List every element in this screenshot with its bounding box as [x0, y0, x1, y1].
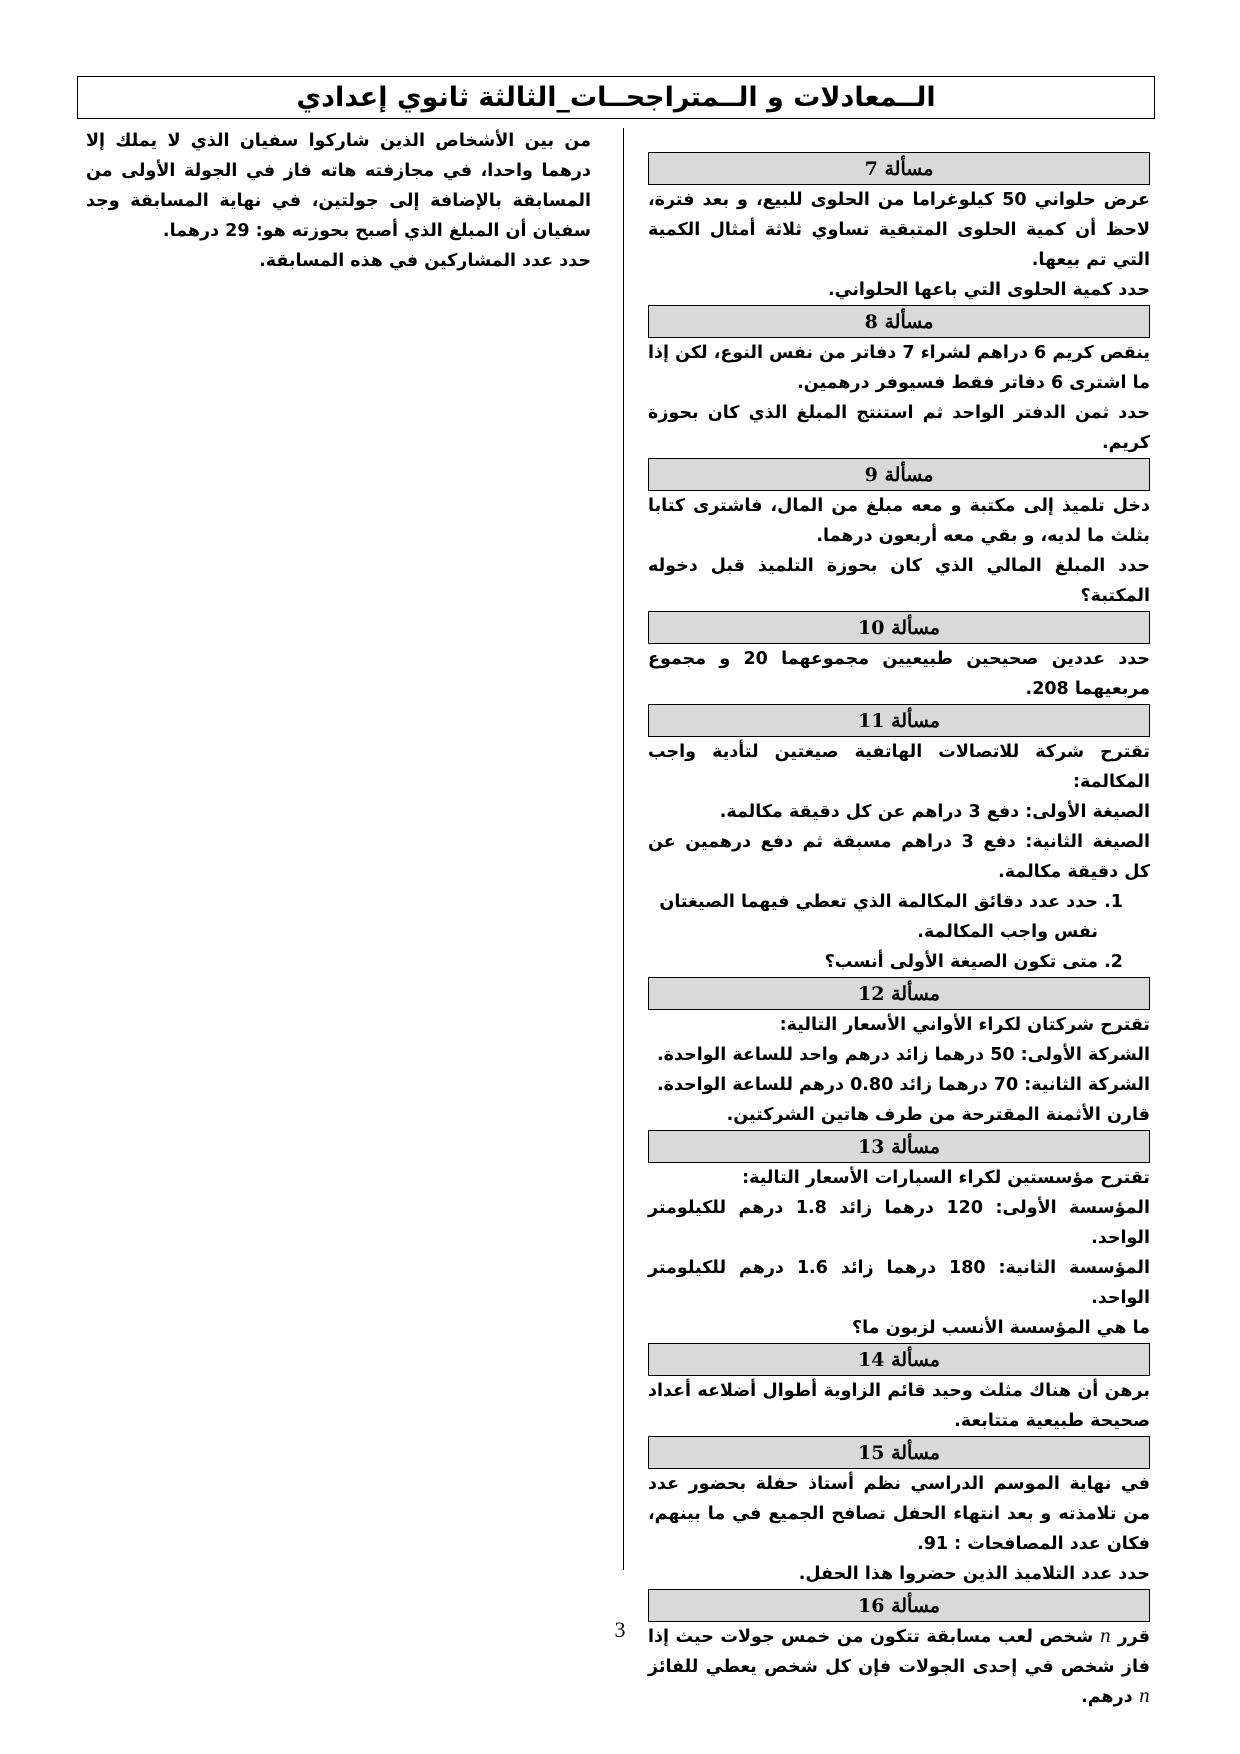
problem-text: عرض حلواني 50 كيلوغراما من الحلوى للبيع، و بعد فترة، لاحظ أن كمية الحلوى المتبقية تساوي ثلاثة أمثال الكمية التي تم بيعها. [648, 190, 1150, 270]
problem16-part3: درهم. [1081, 1687, 1133, 1707]
title-text: الــمعادلات و الــمتراجحــات_الثالثة ثانوي إعدادي [296, 82, 936, 113]
problem-12 [648, 977, 1150, 1130]
problem16-part1: قرر [1117, 1627, 1151, 1647]
question-list [648, 887, 1150, 977]
problem-11 [648, 704, 1150, 977]
column-divider [623, 128, 624, 1570]
problem-header: مسألة 12 [648, 977, 1150, 1010]
problem16-part2: شخص لعب مسابقة تتكون من خمس جولات حيث إذا فاز شخص في إحدى الجولات فإن كل شخص يعطي للفائز [648, 1627, 1150, 1677]
problem-15 [648, 1436, 1150, 1589]
problem-option-2: الصيغة الثانية: دفع 3 دراهم مسبقة ثم دفع درهمين عن كل دقيقة مكالمة. [648, 832, 1150, 882]
question-item: 2. متى تكون الصيغة الأولى أنسب؟ [648, 947, 1098, 977]
variable-n: n [1099, 1627, 1112, 1647]
left-problem-question: حدد عدد المشاركين في هذه المسابقة. [259, 251, 591, 271]
problem-header: مسألة 7 [648, 152, 1150, 185]
left-column [86, 126, 591, 276]
problem-question: حدد عدد التلاميذ الذين حضروا هذا الحفل. [798, 1564, 1150, 1584]
problem-option-2: الشركة الثانية: 70 درهما زائد 0.80 درهم للساعة الواحدة. [656, 1075, 1150, 1095]
problem-question: قارن الأثمنة المقترحة من طرف هاتين الشركتين. [726, 1105, 1150, 1125]
problem-option-1: المؤسسة الأولى: 120 درهما زائد 1.8 درهم للكيلومتر الواحد. [648, 1198, 1150, 1248]
problem-16 [648, 1589, 1150, 1712]
problem-header: مسألة 16 [648, 1589, 1150, 1622]
page-title [77, 76, 1155, 119]
problem-text: دخل تلميذ إلى مكتبة و معه مبلغ من المال، فاشترى كتابا بثلث ما لديه، و بقي معه أربعون درهما. [648, 496, 1150, 546]
problem-text: تقترح شركتان لكراء الأواني الأسعار التالية: [779, 1015, 1150, 1035]
problem-8 [648, 305, 1150, 458]
problem-10 [648, 611, 1150, 704]
question-item: 1. حدد عدد دقائق المكالمة الذي تعطي فيهما الصيغتان نفس واجب المكالمة. [648, 887, 1098, 947]
problem-14 [648, 1343, 1150, 1436]
problem-text: ينقص كريم 6 دراهم لشراء 7 دفاتر من نفس النوع، لكن إذا ما اشترى 6 دفاتر فقط فسيوفر درهمين. [648, 343, 1150, 393]
problem-question: ما هي المؤسسة الأنسب لزبون ما؟ [851, 1318, 1150, 1338]
problem-7 [648, 152, 1150, 305]
problem-text: تقترح مؤسستين لكراء السيارات الأسعار التالية: [742, 1168, 1150, 1188]
problem-text: تقترح شركة للاتصالات الهاتفية صيغتين لتأدية واجب المكالمة: [648, 742, 1150, 792]
variable-n: n [1138, 1687, 1150, 1707]
problem-option-1: الصيغة الأولى: دفع 3 دراهم عن كل دقيقة مكالمة. [719, 802, 1150, 822]
problem-header: مسألة 9 [648, 458, 1150, 491]
problem-question: حدد المبلغ المالي الذي كان بحوزة التلميذ قبل دخوله المكتبة؟ [648, 556, 1150, 606]
problem-13 [648, 1130, 1150, 1343]
problem-question: حدد كمية الحلوى التي باعها الحلواني. [827, 280, 1150, 300]
problem-header: مسألة 8 [648, 305, 1150, 338]
problem-header: مسألة 10 [648, 611, 1150, 644]
problem-header: مسألة 14 [648, 1343, 1150, 1376]
right-column [648, 152, 1150, 1712]
problem-9 [648, 458, 1150, 611]
page-number: 3 [614, 1617, 626, 1642]
problem-option-2: المؤسسة الثانية: 180 درهما زائد 1.6 درهم للكيلومتر الواحد. [648, 1258, 1150, 1308]
problem-text: حدد عددين صحيحين طبيعيين مجموعهما 20 و مجموع مربعيهما 208. [648, 649, 1151, 699]
left-problem-text: من بين الأشخاص الذين شاركوا سفيان الذي لا يملك إلا درهما واحدا، في مجازفته هاته فاز في الجولة الأولى من المسابقة بالإضافة إلى جولتين، في نهاية المسابقة وجد سفيان أن المبلغ الذي أصبح بحوزته هو: 29 درهما. [86, 131, 591, 241]
problem-question: حدد ثمن الدفتر الواحد ثم استنتج المبلغ الذي كان بحوزة كريم. [648, 403, 1150, 453]
problem-text: في نهاية الموسم الدراسي نظم أستاذ حفلة بحضور عدد من تلامذته و بعد انتهاء الحفل تصافح الجميع في ما بينهم، فكان عدد المصافحات : 91. [648, 1474, 1150, 1554]
problem-header: مسألة 15 [648, 1436, 1150, 1469]
problem-option-1: الشركة الأولى: 50 درهما زائد درهم واحد للساعة الواحدة. [657, 1045, 1150, 1065]
problem-header: مسألة 11 [648, 704, 1150, 737]
problem-text: برهن أن هناك مثلث وحيد قائم الزاوية أطوال أضلاعه أعداد صحيحة طبيعية متتابعة. [648, 1381, 1150, 1431]
problem-header: مسألة 13 [648, 1130, 1150, 1163]
